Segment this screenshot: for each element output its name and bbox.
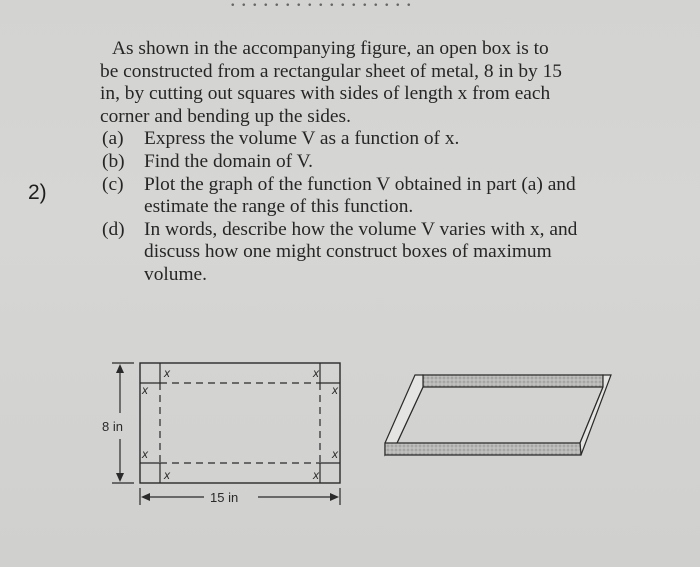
width-dimension <box>140 488 340 505</box>
x-label: x <box>313 366 319 380</box>
corner-square-bl <box>140 463 160 483</box>
part-text-continued: discuss how one might construct boxes of maximum <box>144 241 552 263</box>
part-text: Plot the graph of the function V obtained in part (a) and <box>144 173 576 195</box>
part-label: (a) <box>102 128 124 150</box>
sheet-diagram-svg <box>100 355 370 515</box>
x-label: x <box>332 383 338 397</box>
corner-square-br <box>320 463 340 483</box>
intro-line: in, by cutting out squares with sides of length x from each <box>100 83 551 105</box>
part-c <box>100 174 660 197</box>
part-text-continued: estimate the range of this function. <box>144 196 414 218</box>
part-d <box>100 219 660 242</box>
part-text: Find the domain of V. <box>144 150 313 172</box>
x-label: x <box>332 447 338 461</box>
intro-line: corner and bending up the sides. <box>100 105 351 127</box>
open-box-diagram <box>375 365 615 475</box>
x-label: x <box>142 447 148 461</box>
part-label: (d) <box>102 218 125 240</box>
intro-line: As shown in the accompanying figure, an open box is to <box>112 38 549 59</box>
fold-lines <box>160 383 320 463</box>
width-label: 15 in <box>210 490 239 505</box>
sheet-diagram <box>100 355 370 515</box>
part-label: (b) <box>102 150 125 172</box>
open-box-svg <box>375 365 615 475</box>
sheet-outline <box>140 363 340 483</box>
problem-number: 2) <box>28 181 47 204</box>
part-text: In words, describe how the volume V varies with x, and <box>144 218 578 240</box>
problem-text <box>100 38 660 287</box>
x-label: x <box>142 383 148 397</box>
cropped-top-text <box>230 0 530 6</box>
corner-squares <box>140 363 340 483</box>
corner-square-tl <box>140 363 160 383</box>
part-label: (c) <box>102 173 124 195</box>
x-label: x <box>164 366 170 380</box>
box-back-wall <box>423 375 603 387</box>
corner-square-tr <box>320 363 340 383</box>
part-text: Express the volume V as a function of x. <box>144 128 460 150</box>
part-a <box>100 128 660 151</box>
part-b <box>100 151 660 174</box>
intro-line: be constructed from a rectangular sheet of metal, 8 in by 15 <box>100 60 562 82</box>
part-text-continued: volume. <box>144 263 208 285</box>
height-label: 8 in <box>102 419 123 434</box>
x-label: x <box>164 468 170 482</box>
box-front-wall <box>385 443 581 455</box>
x-label: x <box>313 468 319 482</box>
